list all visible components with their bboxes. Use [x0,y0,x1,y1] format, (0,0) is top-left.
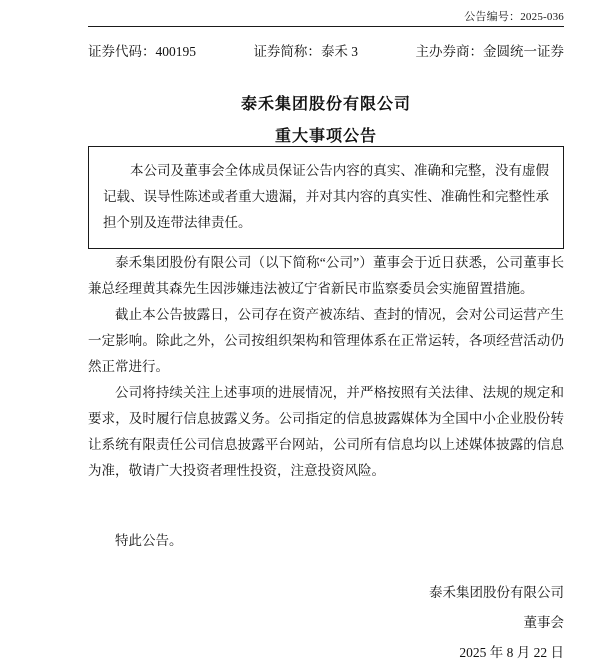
security-name [253,40,358,60]
body-paragraph-2: 截止本公告披露日，公司存在资产被冻结、查封的情况，会对公司运营产生一定影响。除此之外，公司按组织架构和管理体系在正常运转，各项经营活动仍然正常进行。 [88,307,564,374]
sponsor-broker [416,40,565,60]
security-header-row [88,40,564,60]
page-title: 泰禾集团股份有限公司 [240,96,411,113]
disclaimer-text: 本公司及董事会全体成员保证公告内容的真实、准确和完整，没有虚假记载、误导性陈述或者重大遗漏，并对其内容的真实性、准确性和完整性承担个别及连带法律责任。 [103,163,549,230]
body-content [88,250,564,484]
security-code-label: 证券代码： [88,44,156,59]
signature-company: 泰禾集团股份有限公司 [429,585,564,600]
page-subtitle: 重大事项公告 [274,128,377,145]
closing-statement: 特此公告。 [115,533,183,548]
signature-board: 董事会 [523,615,564,630]
body-paragraph-1: 泰禾集团股份有限公司（以下简称“公司”）董事会于近日获悉，公司董事长兼总经理黄其森先生因涉嫌违法被辽宁省新民市监察委员会实施留置措施。 [88,255,564,296]
header-divider [88,26,564,27]
security-code [88,40,196,60]
document-number: 公告编号：2025-036 [464,11,564,23]
security-name-value: 泰禾 3 [320,44,359,59]
body-paragraph-3: 公司将持续关注上述事项的进展情况，并严格按照有关法律、法规的规定和要求，及时履行信息披露义务。公司指定的信息披露媒体为全国中小企业股份转让系统有限责任公司信息披露平台网站，公司所有信息均以上述媒体披露的信息为准，敬请广大投资者理性投资，注意投资风险。 [88,385,564,478]
sponsor-label: 主办券商： [415,44,483,59]
signature-date: 2025 年 8 月 22 日 [459,645,564,660]
sponsor-value: 金圆统一证券 [483,44,564,59]
signature-block [429,578,564,668]
title-block [88,92,564,150]
disclaimer-box [88,146,564,249]
security-code-value: 400195 [155,44,196,59]
security-name-label: 证券简称： [253,44,321,59]
